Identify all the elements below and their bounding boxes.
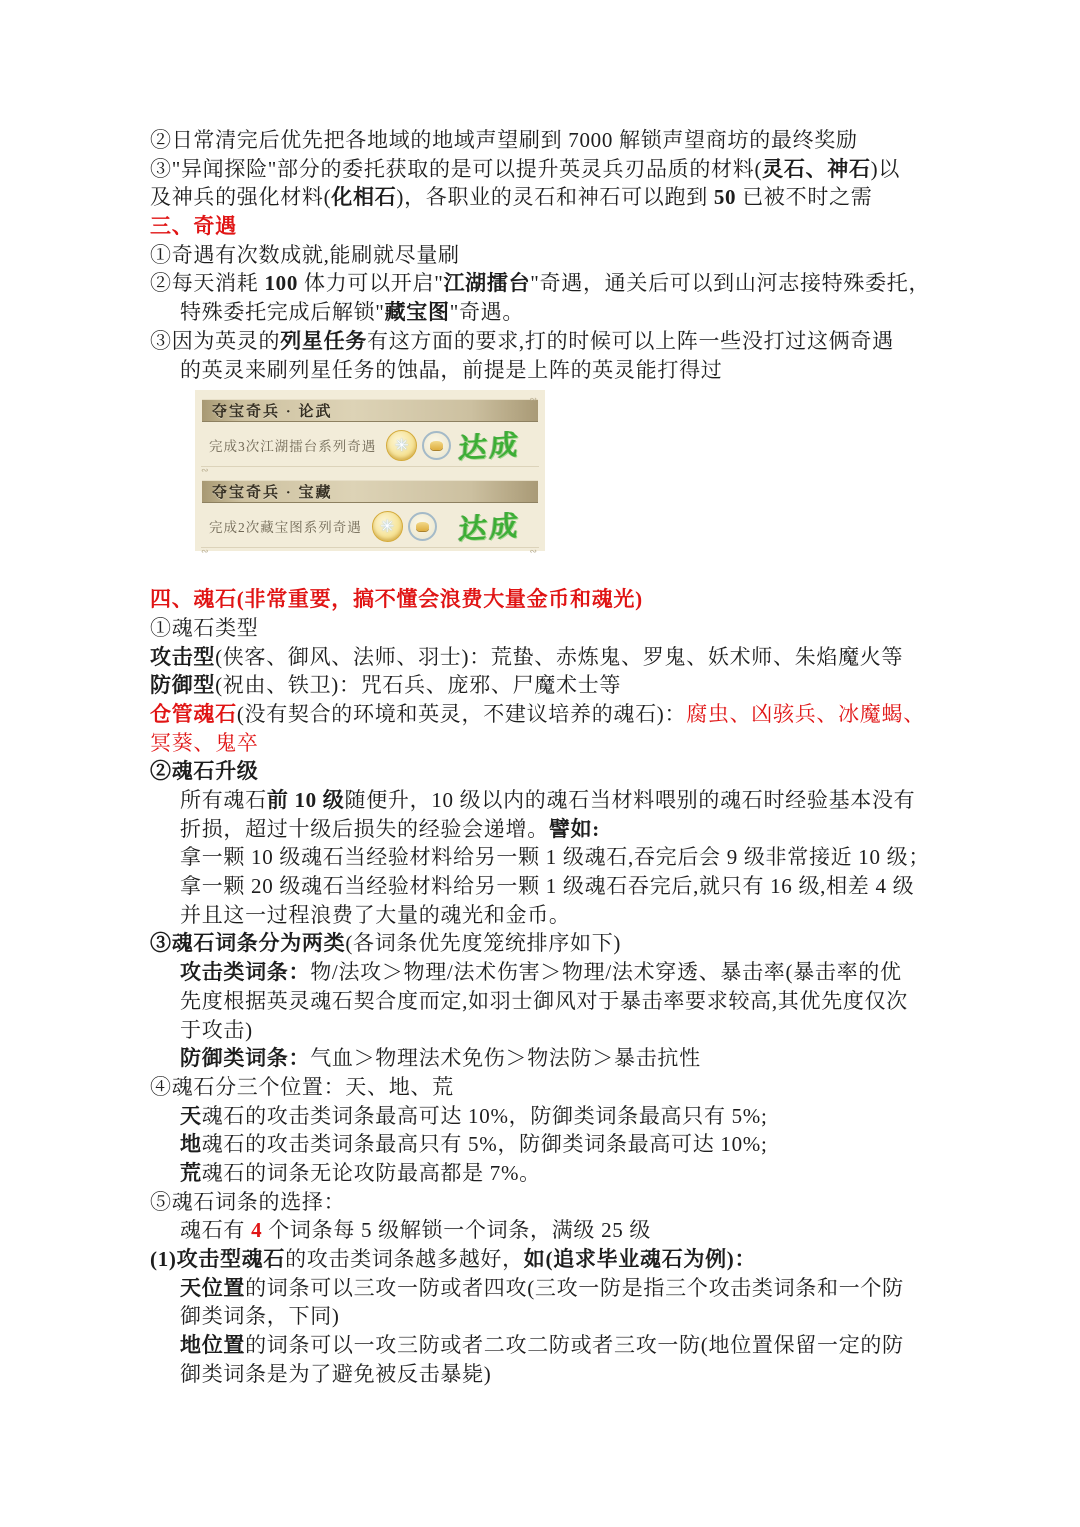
highlight-text: 腐虫、凶骇兵、冰魔蝎、 (686, 701, 925, 726)
achievement-title-bar (202, 480, 538, 503)
text-segment: 江湖擂台 (443, 271, 531, 296)
text-segment: 物/法攻＞物理/法术伤害＞物理/法术穿透、暴击率(暴击率的优 (310, 960, 902, 985)
text-segment: 100 (264, 271, 299, 296)
text-line (150, 901, 960, 930)
text-segment: 防御型 (150, 673, 216, 698)
text-segment: ②每天消耗 (150, 271, 265, 296)
achievement-row (201, 422, 539, 467)
text-line (150, 1130, 960, 1159)
text-segment: 拿一颗 10 级魂石当经验材料给另一颗 1 级魂石,吞完后会 9 级非常接近 10 级； (180, 845, 931, 870)
achievement-card (201, 480, 539, 557)
text-line (150, 929, 960, 958)
corner-flourish-icon: ∾ (529, 546, 537, 557)
text-segment: (没有契合的环境和英灵，不建议培养的魂石)： (236, 701, 687, 726)
text-line (150, 1216, 960, 1245)
highlight-text: 四、魂石(非常重要，搞不懂会浪费大量金币和魂光) (150, 587, 643, 612)
reward-icons (372, 511, 437, 542)
text-line (150, 1159, 960, 1188)
text-line (150, 1102, 960, 1131)
text-segment: ①魂石类型 (150, 615, 259, 640)
text-segment: 前 10 级 (266, 788, 345, 812)
text-segment: "奇遇，通关后可以到山河志接特殊委托， (530, 271, 931, 296)
text-segment: 的攻击类词条越多越好， (285, 1247, 524, 1271)
text-segment: (侠客、御风、法师、羽士)：荒蛰、赤炼鬼、罗鬼、妖术师、朱焰魔火等 (215, 644, 904, 669)
text-segment: 特殊委托完成后解锁" (180, 300, 385, 325)
text-block-bottom (150, 585, 960, 1388)
text-line (150, 614, 960, 643)
corner-flourish-icon: ∾ (201, 465, 209, 476)
text-segment: 天 (180, 1103, 202, 1128)
text-line (150, 987, 960, 1016)
text-segment: 的词条可以三攻一防或者四攻(三攻一防是指三个攻击类词条和一个防 (245, 1275, 904, 1300)
highlight-text: 冥葵、鬼卒 (150, 730, 259, 755)
text-segment: ③因为英灵的 (150, 328, 281, 353)
text-segment: 攻击型 (150, 644, 216, 669)
star-icon: ✳ (380, 516, 395, 536)
text-segment: 的词条可以一攻三防或者二攻二防或者三攻一防(地位置保留一定的防 (245, 1333, 904, 1358)
achieved-stamp: 达成 (457, 510, 522, 547)
text-segment: 天位置 (180, 1275, 246, 1300)
reward-plate-icon (408, 512, 437, 541)
text-segment: 所有魂石 (180, 788, 267, 812)
text-segment: ④魂石分三个位置：天、地、荒 (150, 1074, 454, 1099)
highlight-text: 4 (251, 1218, 263, 1243)
text-line (150, 757, 960, 786)
text-segment: ③魂石词条分为两类 (150, 931, 346, 956)
text-segment: 魂石的攻击类词条最高可达 10%，防御类词条最高只有 5%; (201, 1103, 768, 1128)
achievement-requirement: 完成2次藏宝图系列奇遇 (209, 520, 362, 536)
text-segment: ②日常清完后优先把各地域的地域声望刷到 7000 解锁声望商坊的最终奖励 (150, 128, 858, 152)
achievement-title-bar (202, 399, 538, 422)
text-segment: 并且这一过程浪费了大量的魂光和金币。 (180, 902, 571, 927)
text-line (150, 1044, 960, 1073)
text-segment: 御类词条是为了避免被反击暴毙) (180, 1361, 492, 1386)
text-segment: 攻击类词条： (180, 960, 311, 985)
text-segment: 魂石的攻击类词条最高只有 5%，防御类词条最高可达 10%; (201, 1132, 768, 1157)
text-line (150, 155, 960, 184)
text-line (150, 815, 960, 844)
text-segment: )，各职业的灵石和神石可以跑到 (396, 185, 714, 210)
text-line (150, 356, 960, 385)
text-segment: 于攻击) (180, 1017, 253, 1042)
text-line (150, 1274, 960, 1303)
text-segment: 已被不时之需 (736, 185, 873, 210)
text-segment: 如(追求毕业魂石为例)： (523, 1247, 757, 1271)
text-line (150, 241, 960, 270)
text-segment: 防御类词条： (180, 1046, 311, 1071)
text-segment: 有这方面的要求,打的时候可以上阵一些没打过这俩奇遇 (367, 328, 894, 353)
text-line (150, 700, 960, 729)
text-segment: 拿一颗 20 级魂石当经验材料给另一颗 1 级魂石吞完后,就只有 16 级,相差 4 级 (180, 874, 915, 899)
achieved-stamp: 达成 (457, 429, 522, 466)
achievement-title: 夺宝奇兵 · 论武 (212, 404, 333, 421)
text-segment: 魂石的词条无论攻防最高都是 7%。 (201, 1160, 541, 1185)
star-icon: ✳ (394, 435, 409, 455)
text-segment: ⑤魂石词条的选择： (150, 1189, 346, 1214)
ingot-icon (430, 441, 443, 450)
text-line (150, 126, 960, 155)
achievement-card (201, 394, 539, 476)
text-segment: 列星任务 (280, 328, 368, 353)
text-line (150, 298, 960, 327)
text-line (150, 269, 960, 298)
text-line (150, 958, 960, 987)
highlight-text: 三、奇遇 (150, 214, 237, 239)
text-segment: ①奇遇有次数成就,能刷就尽量刷 (150, 242, 460, 267)
text-segment: 灵石、神石 (762, 156, 871, 181)
text-segment: 地 (180, 1132, 202, 1157)
achievement-screenshot (195, 390, 545, 557)
achievement-row (201, 503, 539, 548)
achievement-title: 夺宝奇兵 · 宝藏 (212, 485, 333, 502)
text-segment: 魂石有 (180, 1218, 252, 1243)
text-segment: "奇遇。 (449, 300, 525, 325)
text-line (150, 1073, 960, 1102)
text-segment: 譬如: (548, 816, 600, 841)
text-segment: 及神兵的强化材料( (150, 185, 332, 210)
reward-plate-icon (422, 431, 451, 460)
text-segment: (祝由、铁卫)：咒石兵、庞邪、尸魔术士等 (215, 673, 622, 698)
text-segment: 荒 (180, 1160, 202, 1185)
text-line (150, 1302, 960, 1331)
text-line (150, 327, 960, 356)
highlight-text: 仓管魂石 (150, 701, 237, 726)
text-line (150, 1016, 960, 1045)
text-segment: 折损，超过十级后损失的经验会递增。 (180, 816, 549, 841)
text-segment: )以 (870, 156, 901, 181)
text-segment: 50 (713, 185, 737, 210)
text-segment: 个词条每 5 级解锁一个词条，满级 25 级 (262, 1218, 652, 1243)
text-segment: (各词条优先度笼统排序如下) (345, 931, 622, 956)
text-line (150, 643, 960, 672)
text-segment: 地位置 (180, 1333, 246, 1358)
reward-icons (386, 430, 451, 461)
text-line (150, 1331, 960, 1360)
text-line (150, 671, 960, 700)
text-segment: 体力可以开启" (298, 271, 444, 296)
text-segment: 气血＞物理法术免伤＞物法防＞暴击抗性 (310, 1046, 701, 1071)
text-line (150, 872, 960, 901)
corner-flourish-icon: ∾ (529, 394, 537, 405)
text-line (150, 729, 960, 758)
achievement-requirement: 完成3次江湖擂台系列奇遇 (209, 439, 377, 455)
text-segment: (1)攻击型魂石 (150, 1247, 286, 1271)
text-segment: ③"异闻探险"部分的委托获取的是可以提升英灵兵刃品质的材料( (150, 156, 763, 181)
text-segment: 先度根据英灵魂石契合度而定,如羽士御风对于暴击率要求较高,其优先度仅次 (180, 988, 908, 1013)
text-segment: 藏宝图 (384, 300, 450, 325)
document-body (150, 126, 960, 1388)
ingot-icon (416, 522, 429, 531)
text-line (150, 585, 960, 614)
text-block-top (150, 126, 960, 384)
text-line (150, 843, 960, 872)
text-segment: 随便升，10 级以内的魂石当材料喂别的魂石时经验基本没有 (344, 788, 916, 812)
text-line (150, 1245, 960, 1274)
text-segment: 御类词条，下同) (180, 1304, 340, 1329)
text-line (150, 1360, 960, 1389)
text-line (150, 212, 960, 241)
text-line (150, 786, 960, 815)
text-segment: 化相石 (331, 185, 397, 210)
reward-medal-icon (372, 511, 403, 542)
text-line (150, 183, 960, 212)
text-line (150, 1188, 960, 1217)
text-segment: ②魂石升级 (150, 759, 259, 784)
reward-medal-icon (386, 430, 417, 461)
text-segment: 的英灵来刷列星任务的蚀晶，前提是上阵的英灵能打得过 (180, 357, 723, 382)
corner-flourish-icon: ∾ (201, 546, 209, 557)
